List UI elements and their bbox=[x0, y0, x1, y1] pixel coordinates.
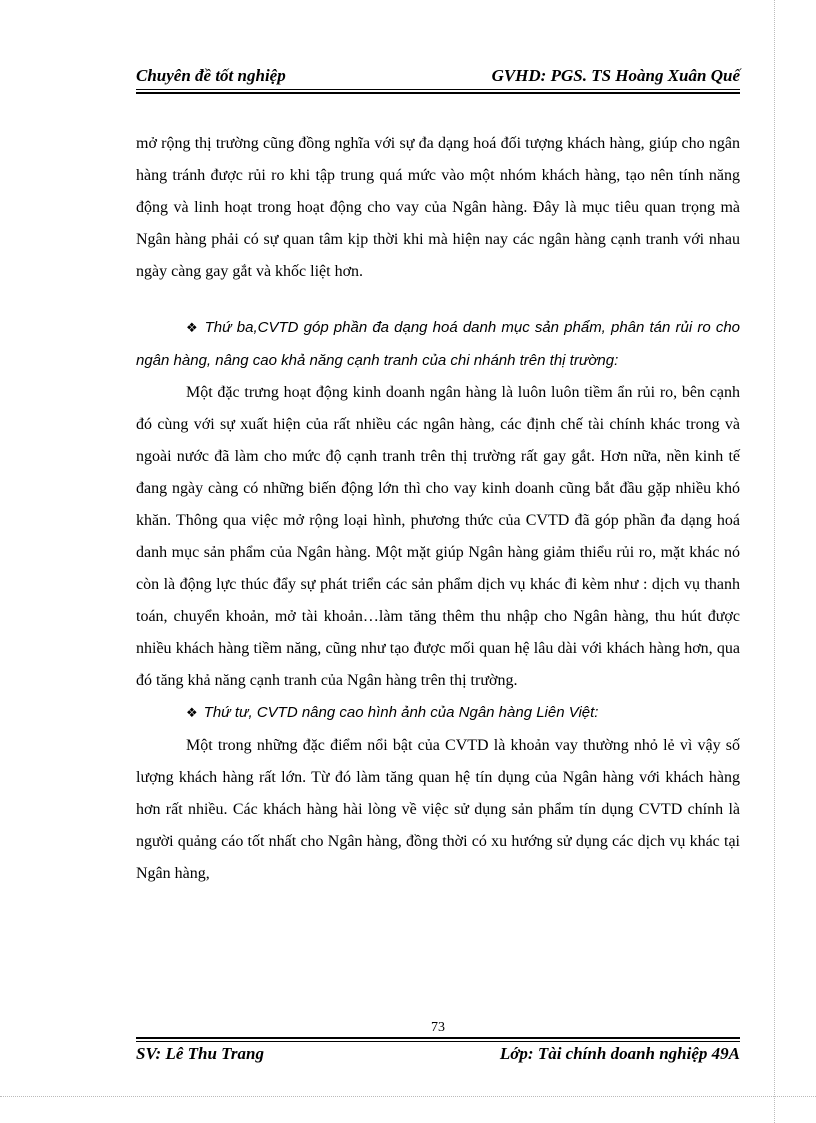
paragraph-market-expansion: mở rộng thị trường cũng đồng nghĩa với sự đa dạng hoá đối tượng khách hàng, giúp cho ngân hàng tránh được rủi ro khi tập trung quá mức vào một nhóm khách hàng, tạo nên tính năng động và linh hoạt trong hoạt động cho vay của Ngân hàng. Đây là mục tiêu quan trọng mà Ngân hàng phải có sự quan tâm kịp thời khi mà hiện nay các ngân hàng cạnh tranh với nhau ngày càng gay gắt và khốc liệt hơn. bbox=[136, 135, 740, 280]
header-title: Chuyên đề tốt nghiệp bbox=[136, 66, 286, 85]
paragraph-bank-image: Một trong những đặc điểm nổi bật của CVTD là khoản vay thường nhỏ lẻ vì vậy số lượng khách hàng rất lớn. Từ đó làm tăng quan hệ tín dụng của Ngân hàng với khách hàng hơn rất nhiều. Các khách hàng hài lòng về việc sử dụng sản phẩm tín dụng CVTD chính là người quảng cáo tốt nhất cho Ngân hàng, đồng thời có xu hướng sử dụng các dịch vụ khác tại Ngân hàng, bbox=[136, 737, 740, 882]
paragraph-diversification: Một đặc trưng hoạt động kinh doanh ngân hàng là luôn luôn tiềm ẩn rủi ro, bên cạnh đó cùng với sự xuất hiện của rất nhiều các ngân hàng, các định chế tài chính khác trong và ngoài nước đã làm cho mức độ cạnh tranh trên thị trường rất gay gắt. Hơn nữa, nền kinh tế đang ngày càng có những biến động lớn thì cho vay kinh doanh cũng bắt đầu gặp nhiều khó khăn. Thông qua việc mở rộng loại hình, phương thức của CVTD đã góp phần đa dạng hoá danh mục sản phẩm của Ngân hàng. Một mặt giúp Ngân hàng giảm thiểu rủi ro, mặt khác nó còn là động lực thúc đẩy sự phát triển các sản phẩm dịch vụ khác đi kèm như : dịch vụ thanh toán, chuyển khoản, mở tài khoản…làm tăng thêm thu nhập cho Ngân hàng, thu hút được nhiều khách hàng tiềm năng, cũng như tạo được mối quan hệ lâu dài với khách hàng hơn, qua đó tăng khả năng cạnh tranh của Ngân hàng trên thị trường. bbox=[136, 384, 740, 689]
page-footer bbox=[136, 1042, 740, 1066]
heading-fourth-point bbox=[136, 697, 740, 730]
page-header bbox=[136, 60, 740, 86]
diamond-bullet-icon: ❖ bbox=[186, 321, 199, 336]
header-rule-thin bbox=[136, 89, 740, 90]
page-content bbox=[136, 128, 740, 890]
diamond-bullet-icon: ❖ bbox=[186, 706, 198, 721]
page-margin-guide-horizontal bbox=[0, 1096, 816, 1097]
heading-third-point-text: Thứ ba,CVTD góp phần đa dạng hoá danh mục sản phẩm, phân tán rủi ro cho ngân hàng, nâng cao khả năng cạnh tranh của chi nhánh trên thị trường: bbox=[136, 319, 740, 369]
heading-third-point bbox=[136, 312, 740, 377]
header-supervisor: GVHD: PGS. TS Hoàng Xuân Quế bbox=[491, 66, 740, 85]
header-rule-thick bbox=[136, 92, 740, 94]
footer-student: SV: Lê Thu Trang bbox=[136, 1044, 264, 1063]
footer-class: Lớp: Tài chính doanh nghiệp 49A bbox=[499, 1044, 740, 1063]
heading-fourth-point-text: Thứ tư, CVTD nâng cao hình ảnh của Ngân hàng Liên Việt: bbox=[203, 704, 599, 721]
footer-rule-thick bbox=[136, 1037, 740, 1039]
page-margin-guide-vertical bbox=[774, 0, 775, 1123]
page-number: 73 bbox=[431, 1020, 445, 1035]
